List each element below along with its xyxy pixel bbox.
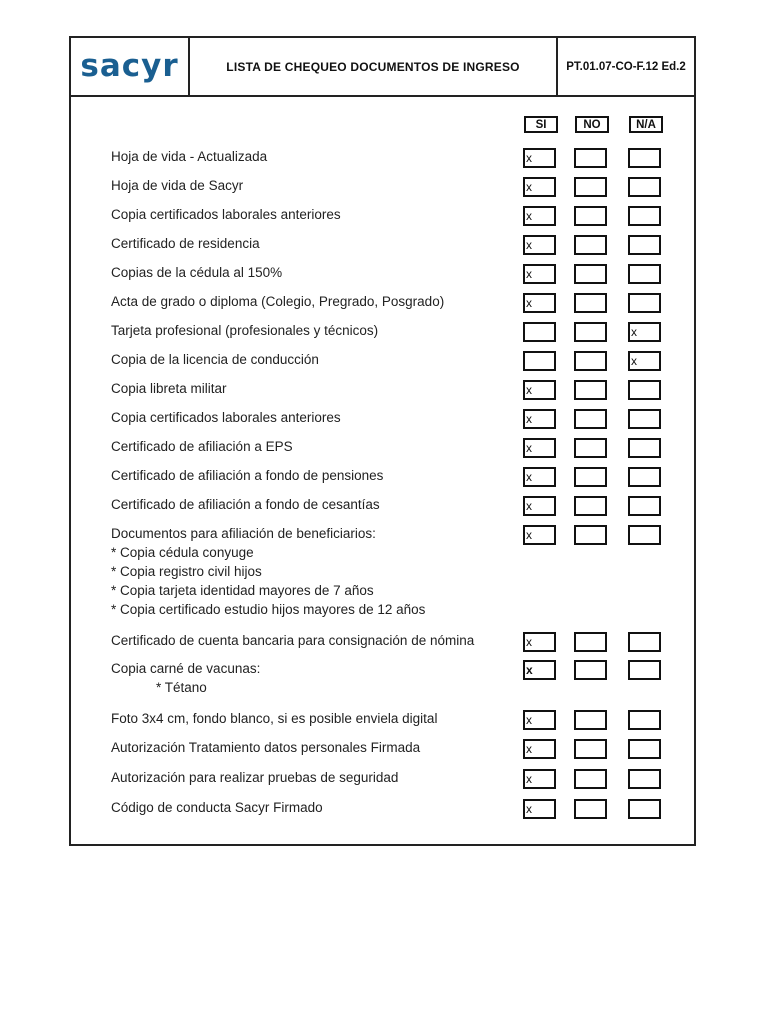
checkbox-na[interactable]	[628, 206, 661, 226]
checkbox-na[interactable]	[628, 710, 661, 730]
item-text: Certificado de afiliación a fondo de cesantías	[111, 497, 380, 512]
checkbox-no[interactable]	[574, 148, 607, 168]
checkbox-na[interactable]	[628, 293, 661, 313]
checklist-item-label	[111, 768, 398, 787]
checkbox-na[interactable]	[628, 467, 661, 487]
checkbox-si[interactable]: x	[523, 769, 556, 789]
checklist-item-label	[111, 466, 383, 485]
checklist-item-label	[111, 234, 260, 253]
checklist-item-label	[111, 524, 425, 619]
checkbox-si[interactable]: x	[523, 438, 556, 458]
document-code: PT.01.07-CO-F.12 Ed.2	[566, 60, 686, 73]
checkbox-si[interactable]: x	[523, 148, 556, 168]
checkbox-na[interactable]	[628, 496, 661, 516]
item-text: Tarjeta profesional (profesionales y técnicos)	[111, 323, 379, 338]
item-text: Copias de la cédula al 150%	[111, 265, 283, 280]
column-header-na: N/A	[629, 116, 663, 133]
checklist-item-label	[111, 205, 341, 224]
item-text: Certificado de cuenta bancaria para consignación de nómina	[111, 633, 475, 648]
item-subtext: * Copia tarjeta identidad mayores de 7 años	[111, 583, 374, 598]
checkbox-si[interactable]: x	[523, 660, 556, 680]
item-text: Autorización Tratamiento datos personales Firmada	[111, 740, 421, 755]
checkbox-na[interactable]	[628, 525, 661, 545]
checklist-item-label	[111, 631, 474, 650]
checkbox-no[interactable]	[574, 769, 607, 789]
column-header-no: NO	[575, 116, 609, 133]
checkbox-no[interactable]	[574, 351, 607, 371]
checkbox-no[interactable]	[574, 799, 607, 819]
item-text: Copia certificados laborales anteriores	[111, 410, 341, 425]
item-text: Código de conducta Sacyr Firmado	[111, 800, 323, 815]
checkbox-no[interactable]	[574, 264, 607, 284]
item-text: Copia carné de vacunas:	[111, 661, 261, 676]
checkbox-na[interactable]	[628, 632, 661, 652]
checkbox-na[interactable]	[628, 148, 661, 168]
item-text: Documentos para afiliación de beneficiarios:	[111, 526, 376, 541]
checkbox-si[interactable]	[523, 351, 556, 371]
checklist-item-label	[111, 738, 420, 757]
checkbox-na[interactable]	[628, 380, 661, 400]
document-header	[71, 38, 694, 97]
checkbox-si[interactable]: x	[523, 264, 556, 284]
checkbox-no[interactable]	[574, 293, 607, 313]
checkbox-si[interactable]: x	[523, 177, 556, 197]
item-subtext: * Copia registro civil hijos	[111, 564, 262, 579]
document-title: LISTA DE CHEQUEO DOCUMENTOS DE INGRESO	[190, 38, 558, 95]
checkbox-no[interactable]	[574, 660, 607, 680]
item-text: Copia certificados laborales anteriores	[111, 207, 341, 222]
checkbox-no[interactable]	[574, 496, 607, 516]
checklist-item-label	[111, 263, 282, 282]
checkbox-no[interactable]	[574, 235, 607, 255]
checkbox-na[interactable]	[628, 235, 661, 255]
checkbox-na[interactable]	[628, 660, 661, 680]
checklist-item-label	[111, 292, 444, 311]
item-subtext: * Copia cédula conyuge	[111, 545, 254, 560]
item-text: Hoja de vida - Actualizada	[111, 149, 268, 164]
checklist-item-label	[111, 408, 341, 427]
checkbox-si[interactable]: x	[523, 496, 556, 516]
column-header-si: SI	[524, 116, 558, 133]
checkbox-no[interactable]	[574, 739, 607, 759]
checkbox-no[interactable]	[574, 438, 607, 458]
checklist-item-label	[111, 709, 437, 728]
checklist-item-label	[111, 379, 227, 398]
checkbox-si[interactable]: x	[523, 206, 556, 226]
checkbox-na[interactable]: x	[628, 322, 661, 342]
checkbox-na[interactable]	[628, 438, 661, 458]
checkbox-na[interactable]	[628, 409, 661, 429]
checkbox-na[interactable]	[628, 264, 661, 284]
checkbox-si[interactable]: x	[523, 710, 556, 730]
item-text: Autorización para realizar pruebas de seguridad	[111, 770, 399, 785]
item-text: Copia libreta militar	[111, 381, 227, 396]
checkbox-si[interactable]: x	[523, 293, 556, 313]
sacyr-logo: sacyr	[80, 48, 179, 84]
checkbox-si[interactable]: x	[523, 235, 556, 255]
checkbox-si[interactable]: x	[523, 525, 556, 545]
item-text: Hoja de vida de Sacyr	[111, 178, 244, 193]
logo-cell	[71, 38, 190, 95]
checkbox-na[interactable]	[628, 799, 661, 819]
checkbox-no[interactable]	[574, 467, 607, 487]
checklist-document	[69, 36, 696, 846]
checklist-item-label	[111, 495, 380, 514]
checklist-item-label	[111, 176, 243, 195]
checkbox-si[interactable]: x	[523, 380, 556, 400]
checklist-item-label	[111, 350, 319, 369]
item-text: Foto 3x4 cm, fondo blanco, si es posible enviela digital	[111, 711, 438, 726]
checkbox-no[interactable]	[574, 177, 607, 197]
checkbox-si[interactable]: x	[523, 739, 556, 759]
checklist-item-label	[111, 147, 267, 166]
item-text: Copia de la licencia de conducción	[111, 352, 319, 367]
checklist-item-label	[111, 437, 293, 456]
checkbox-no[interactable]	[574, 322, 607, 342]
checkbox-si[interactable]: x	[523, 799, 556, 819]
checkbox-no[interactable]	[574, 380, 607, 400]
checkbox-na[interactable]	[628, 739, 661, 759]
checkbox-no[interactable]	[574, 409, 607, 429]
checkbox-na[interactable]: x	[628, 351, 661, 371]
checklist-item-label	[111, 798, 323, 817]
item-text: Certificado de afiliación a EPS	[111, 439, 293, 454]
checkbox-si[interactable]	[523, 322, 556, 342]
item-text: Certificado de residencia	[111, 236, 260, 251]
checkbox-na[interactable]	[628, 769, 661, 789]
checkbox-no[interactable]	[574, 206, 607, 226]
item-text: Certificado de afiliación a fondo de pensiones	[111, 468, 384, 483]
checklist-item-label	[111, 321, 378, 340]
checkbox-no[interactable]	[574, 632, 607, 652]
checkbox-no[interactable]	[574, 525, 607, 545]
checklist-item-label	[111, 659, 260, 697]
item-text: Acta de grado o diploma (Colegio, Pregrado, Posgrado)	[111, 294, 445, 309]
checkbox-no[interactable]	[574, 710, 607, 730]
checkbox-na[interactable]	[628, 177, 661, 197]
item-subtext: * Tétano	[111, 680, 207, 695]
checkbox-si[interactable]: x	[523, 467, 556, 487]
item-subtext: * Copia certificado estudio hijos mayores de 12 años	[111, 602, 426, 617]
checkbox-si[interactable]: x	[523, 409, 556, 429]
checkbox-si[interactable]: x	[523, 632, 556, 652]
